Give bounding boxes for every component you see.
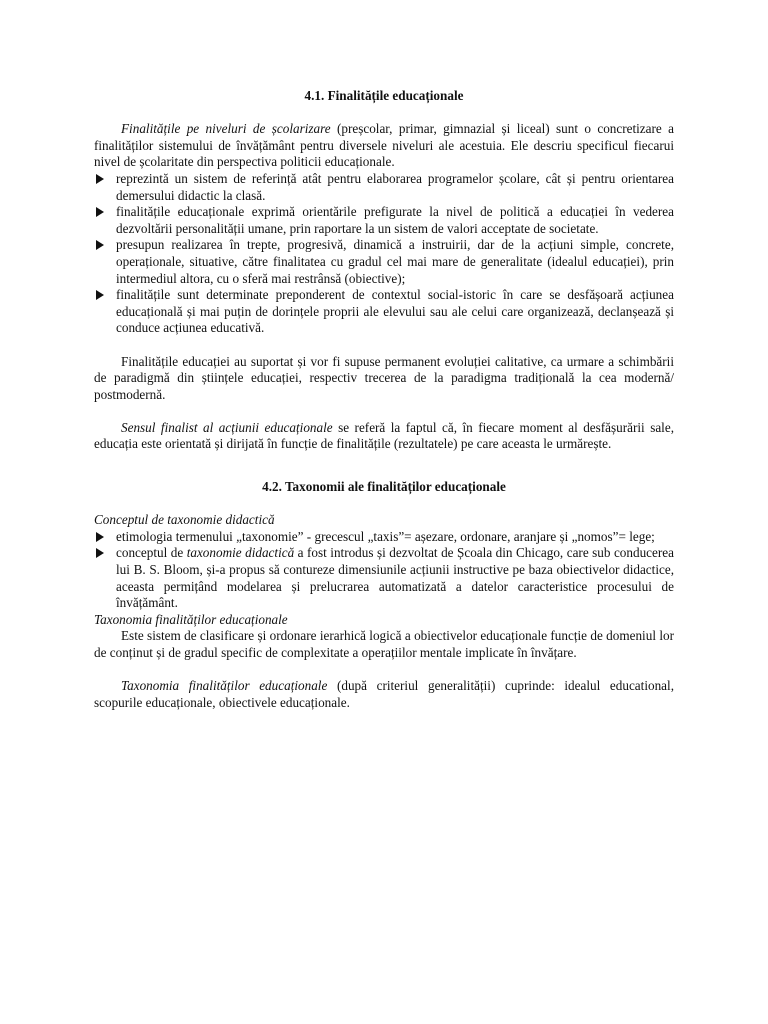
taxonomy-content-paragraph xyxy=(94,678,674,711)
list-item-text: etimologia termenului „taxonomie” - grecescul „taxis”= așezare, ordonare, aranjare și „nomos”= lege; xyxy=(116,528,655,544)
section-heading-4-2: 4.2. Taxonomii ale finalităților educaționale xyxy=(262,479,506,495)
list-item xyxy=(94,237,674,287)
taxonomy-definition-paragraph: Este sistem de clasificare și ordonare ierarhică logică a obiectivelor educaționale funcție de domeniul lor de conținut și de gradul specific de complexitate a operațiilor mentale implicate în învățare. xyxy=(94,628,674,660)
arrow-bullet-icon xyxy=(96,532,104,542)
document-body xyxy=(94,88,674,711)
list-item-text: conceptul de xyxy=(116,545,187,561)
finalist-sense-emphasis: Sensul finalist al acțiunii educaționale xyxy=(121,419,333,435)
arrow-bullet-icon xyxy=(96,240,104,250)
section-heading-4-1: 4.1. Finalitățile educaționale xyxy=(304,88,464,103)
list-item-text: reprezintă un sistem de referință atât pentru elaborarea programelor școlare, cât și pentru orientarea demersului didactic la clasă. xyxy=(116,170,674,203)
list-item xyxy=(94,287,674,337)
list-item-text: a fost introdus și dezvoltat de Școala din Chicago, care sub conducerea lui B. S. Bloom, și-a propus să contureze dimensiunile acțiunii instructive pe baza obiectivelor didactice, aceasta permițând modelarea și prelucrarea automatizată a datelor caracteristice procesului de învățământ. xyxy=(116,545,674,611)
arrow-bullet-icon xyxy=(96,548,104,558)
taxonomy-bullet-list xyxy=(94,529,674,612)
arrow-bullet-icon xyxy=(96,174,104,184)
list-item xyxy=(94,529,674,546)
evolution-paragraph: Finalitățile educației au suportat și vor fi supuse permanent evoluției calitative, ca urmare a schimbării de paradigmă din științele educației, respectiv trecerea de la paradigma tradițională la cea modernă/ postmodernă. xyxy=(94,353,674,402)
list-item xyxy=(94,204,674,237)
finalitati-bullet-list xyxy=(94,171,674,337)
taxonomy-content-emphasis: Taxonomia finalităților educaționale xyxy=(121,678,328,694)
finalist-sense-paragraph xyxy=(94,420,674,453)
list-item-text: finalitățile sunt determinate preponderent de contextul social-istoric în care se desfășoară acțiunea educațională și mai puțin de dorințele proprii ale elevului sau ale celui care organizează, declanșează și conduce acțiunea educativă. xyxy=(116,287,674,336)
arrow-bullet-icon xyxy=(96,207,104,217)
intro-text: (preșcolar, primar, gimnazial și liceal) sunt o concretizare a finalităților sistemului de învățământ pentru diversele niveluri ale acestuia. Ele descriu specificul fiecarui nivel de școlaritate din perspectiva politicii educaționale. xyxy=(94,121,674,170)
list-item-text: presupun realizarea în trepte, progresivă, dinamică a instruirii, dar de la acțiuni simple, concrete, operaționale, situative, către finalitatea cu gradul cel mai mare de generalitate (idealul educației), prin intermediul altora, cu o sferă mai restrânsă (obiective); xyxy=(116,237,674,286)
finalist-sense-text: se referă la faptul că, în fiecare moment al desfășurării sale, educația este orientată și dirijată în funcție de finalitățile (rezultatele) pe care aceasta le urmărește. xyxy=(94,419,674,452)
subheading-taxonomy-concept: Conceptul de taxonomie didactică xyxy=(94,512,275,528)
subheading-taxonomy-finalities: Taxonomia finalităților educaționale xyxy=(94,611,288,627)
arrow-bullet-icon xyxy=(96,290,104,300)
list-item xyxy=(94,545,674,611)
intro-paragraph xyxy=(94,121,674,171)
list-item-emphasis: taxonomie didactică xyxy=(186,545,295,561)
list-item-text: finalitățile educaționale exprimă orientările prefigurate la nivel de politică a educației în vederea dezvoltării personalității umane, prin raportare la un sistem de valori acceptate de societate. xyxy=(116,204,674,236)
taxonomy-content-text: (după criteriul generalității) cuprinde: idealul educational, scopurile educaționale, obiectivele educaționale. xyxy=(94,678,674,710)
list-item xyxy=(94,171,674,204)
intro-emphasis: Finalitățile pe niveluri de școlarizare xyxy=(121,121,331,137)
